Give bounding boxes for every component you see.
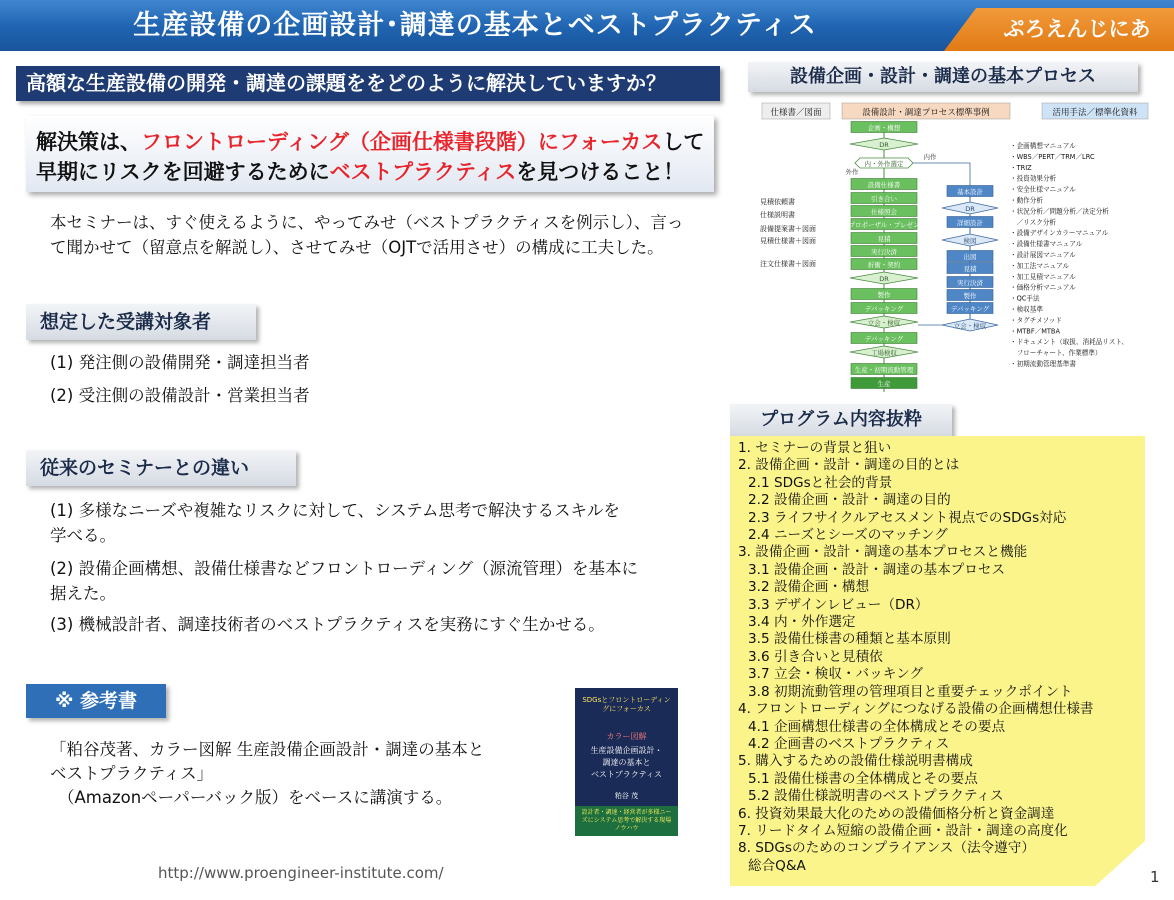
flow-branch-label: 内作 [923, 153, 937, 161]
program-item: 3.6 引き合いと見積依 [748, 648, 883, 665]
reference-line: （Amazonペーパーバック版）をベースに講演する。 [58, 788, 453, 807]
document-label: 見積仕様書＋図面 [760, 237, 816, 245]
method-item: ・検収基準 [1010, 305, 1043, 314]
book-title: ベストプラクティス [590, 770, 663, 779]
document-label: 見積依頼書 [760, 198, 795, 206]
method-item: ・加工法マニュアル [1010, 261, 1070, 270]
program-item: 5.1 設備仕様書の全体構成とその要点 [748, 770, 978, 787]
program-item: 8. SDGsのためのコンプライアンス（法令遵守） [738, 840, 1035, 857]
solution-text: 早期にリスクを回避するために [36, 160, 330, 184]
flow-step-label: DR [965, 205, 975, 213]
website-url: http://www.proengineer-institute.com/ [158, 864, 444, 882]
flow-step-label: 工場検収 [871, 349, 897, 357]
difference-item-line: (2) 設備企画構想、設備仕様書などフロントローディング（源流管理）を基本に [50, 559, 638, 578]
flow-step-label: 設備仕様書 [867, 181, 901, 189]
method-item: ・WBS／PERT／TRM／LRC [1010, 152, 1095, 161]
flow-step-label: 出図 [963, 253, 977, 261]
difference-heading: 従来のセミナーとの違い [26, 450, 296, 486]
document-label: 設備提案書＋図面 [760, 225, 816, 233]
program-item: 2.4 ニーズとシーズのマッチング [748, 527, 948, 544]
flow-step-label: 詳細設計 [957, 219, 983, 227]
method-item: ・企画構想マニュアル [1010, 142, 1076, 150]
flow-step-label: 見積 [963, 265, 977, 273]
reference-line: 「粕谷茂著、カラー図解 生産設備企画設計・調達の基本と [50, 740, 485, 759]
program-item: 5.2 設備仕様説明書のベストプラクティス [748, 788, 1004, 805]
process-flow-diagram [748, 100, 1168, 400]
audience-item: (2) 受注側の設備設計・営業担当者 [50, 386, 310, 405]
method-item: ・MTBF／MTBA [1010, 327, 1060, 336]
method-item: ・状況分析／問題分析／決定分析 [1010, 207, 1109, 216]
program-item: 3. 設備企画・設計・調達の基本プロセスと機能 [738, 544, 1028, 561]
flow-step-label: 立会・検収 [953, 322, 987, 330]
method-item: ／リスク分析 [1010, 218, 1057, 227]
intro-line: て聞かせて（留意点を解説し）、させてみせ（OJTで活用させ）の構成に工夫した。 [50, 238, 664, 257]
program-list [738, 440, 1148, 875]
flow-step-label: 生産・初期流動管理 [854, 366, 914, 374]
flow-step-label: 折衝・契約 [867, 261, 901, 269]
flow-line [913, 163, 970, 186]
flow-step-label: 基本設計 [957, 188, 983, 196]
program-item: 3.7 立会・検収・バッキング [748, 666, 924, 683]
method-item: フローチャート、作業標準） [1010, 349, 1102, 358]
solution-text: 解決策は、 [36, 130, 141, 154]
method-item: ・加工見積マニュアル [1010, 272, 1076, 281]
brand-name: ぷろえんじにあ [1003, 17, 1151, 41]
flow-step-label: DR [879, 141, 889, 149]
flow-step-label: デバッキング [864, 335, 904, 343]
program-item: 3.3 デザインレビュー（DR） [748, 596, 929, 613]
program-item: 6. 投資効果最大化のための設備価格分析と資金調達 [738, 805, 1055, 822]
program-item: 3.2 設備企画・構想 [748, 579, 870, 596]
method-item: ・設備仕様書マニュアル [1010, 240, 1083, 249]
difference-item-line: 学べる。 [50, 526, 116, 545]
method-item: ・投資効果分析 [1010, 174, 1057, 183]
program-item: 3.8 初期流動管理の管理項目と重要チェックポイント [748, 683, 1073, 700]
book-band-text: 設計者・調達・経営者が多様ニーズにシステム思考で解決する現場ノウハウ [581, 809, 672, 832]
book-label: カラー図解 [606, 732, 647, 741]
book-top-text: SDGsとフロントローディングにフォーカス [582, 696, 671, 713]
difference-item-line: (1) 多様なニーズや複雑なリスクに対して、システム思考で解決するスキルを [50, 501, 620, 520]
program-item: 4. フロントローディングにつなげる設備の企画構想仕様書 [738, 701, 1094, 718]
program-item: 3.1 設備企画・設計・調達の基本プロセス [748, 561, 1006, 578]
program-item: 総合Q&A [748, 857, 806, 874]
difference-item-line: (3) 機械設計者、調達技術者のベストプラクティスを実務にすぐ生かせる。 [50, 615, 605, 634]
flow-step-label: 企画・構想 [867, 124, 901, 132]
method-item: ・動作分析 [1010, 196, 1043, 205]
document-label: 仕様説明書 [760, 211, 795, 219]
flow-step-label: 実行決済 [957, 279, 983, 287]
method-item: ・設備デザインカラーマニュアル [1010, 229, 1109, 238]
solution-highlight: ベストプラクティス [329, 160, 517, 184]
intro-line: 本セミナーは、すぐ使えるように、やってみせ（ベストプラクティスを例示し）、言っ [50, 213, 684, 232]
method-item: ・タグチメソッド [1010, 316, 1062, 325]
reference-heading: ※ 参考書 [26, 684, 166, 718]
solution-text: して [662, 130, 705, 154]
method-item: ・価格分析マニュアル [1010, 283, 1076, 292]
difference-item [50, 612, 605, 637]
program-item: 3.4 内・外作選定 [748, 614, 856, 631]
flow-step-label: DR [879, 275, 889, 283]
book-title: 調達の基本と [602, 758, 651, 767]
solution-box [26, 116, 714, 192]
process-heading: 設備企画・設計・調達の基本プロセス [748, 62, 1138, 92]
page-title: 生産設備の企画設計･調達の基本とベストプラクティス [133, 10, 817, 41]
method-item: ・TRIZ [1010, 163, 1032, 172]
intro-paragraph [50, 210, 730, 260]
flow-step-label: 立会・検収 [867, 319, 901, 327]
flow-step-label: プロポーザル・プレゼン [848, 221, 920, 229]
difference-item-line: 据えた。 [50, 584, 116, 603]
flow-step-label: 実行決済 [871, 248, 897, 256]
column-header: 設備設計・調達プロセス標準事例 [862, 108, 990, 118]
program-item: 2. 設備企画・設計・調達の目的とは [738, 457, 960, 474]
book-cover-image [575, 688, 678, 836]
column-header: 活用手法／標準化資料 [1052, 108, 1138, 118]
page-number: 1 [1150, 868, 1160, 886]
audience-item: (1) 発注側の設備開発・調達担当者 [50, 353, 310, 372]
program-item: 7. リードタイム短縮の設備企画・設計・調達の高度化 [738, 822, 1068, 839]
flow-step-label: 引き合い [871, 195, 897, 203]
flow-step-label: 仕様照会 [871, 208, 897, 216]
method-item: ・設計展図マニュアル [1010, 251, 1076, 259]
program-item: 5. 購入するための設備仕様説明書構成 [738, 753, 973, 770]
method-item: ・QC手法 [1010, 294, 1040, 303]
program-item: 1. セミナーの背景と狙い [738, 440, 892, 456]
flow-step-label: 製作 [963, 292, 977, 300]
solution-text: を見つけること！ [516, 160, 685, 184]
document-label: 注文仕様書＋図面 [760, 260, 816, 268]
question-text: 高額な生産設備の開発・調達の課題ををどのように解決していますか？ [26, 71, 666, 95]
program-item: 2.3 ライフサイクルアセスメント視点でのSDGs対応 [748, 509, 1067, 526]
flow-step-label: 生産 [877, 380, 891, 388]
book-title: 生産設備企画設計・ [590, 746, 663, 755]
flow-step-label: デバッキング [950, 305, 990, 313]
difference-item [50, 498, 620, 548]
program-item: 2.2 設備企画・設計・調達の目的 [748, 492, 951, 509]
program-item: 3.5 設備仕様書の種類と基本原則 [748, 631, 951, 648]
column-header: 仕様書／図面 [770, 108, 822, 118]
flow-step-label: 検図 [963, 237, 977, 245]
solution-highlight: フロントローディング（企画仕様書段階）にフォーカス [141, 130, 663, 154]
method-item: ・ドキュメント（取扱、消耗品リスト、 [1010, 338, 1128, 347]
program-heading: プログラム内容抜粋 [730, 404, 952, 436]
flow-branch-label: 外作 [845, 168, 859, 176]
program-item: 2.1 SDGsと社会的背景 [748, 474, 893, 491]
program-item: 4.1 企画構想仕様書の全体構成とその要点 [748, 718, 1006, 735]
book-author: 粕谷 茂 [614, 792, 639, 800]
method-item: ・安全仕様マニュアル [1010, 185, 1076, 194]
flow-step-label: デバッキング [864, 305, 904, 313]
flow-step-label: 見積 [877, 235, 891, 243]
audience-heading: 想定した受講対象者 [26, 304, 256, 340]
reference-line: ベストプラクティス」 [50, 764, 214, 783]
solution-line-1 [36, 126, 704, 156]
difference-item [50, 556, 638, 606]
flow-step-label: 製作 [877, 291, 891, 299]
flow-step-label: 内・外作選定 [864, 160, 904, 168]
program-item: 4.2 企画書のベストプラクティス [748, 735, 950, 752]
solution-line-2 [36, 156, 684, 186]
method-item: ・初期流動管理基準書 [1010, 360, 1076, 368]
